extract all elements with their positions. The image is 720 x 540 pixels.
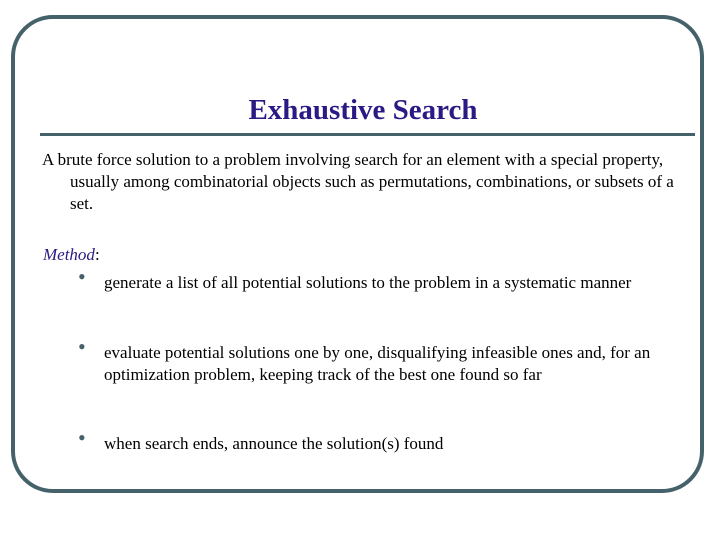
method-colon: :: [94, 245, 100, 264]
title-divider: [40, 133, 695, 136]
bullet-marker: •: [78, 264, 86, 289]
bullet-text: evaluate potential solutions one by one, disqualifying infeasible ones and, for an optimization problem, keeping track of the best one found so far: [104, 343, 651, 384]
bullet-text: when search ends, announce the solution(s) found: [104, 434, 444, 453]
slide-title: Exhaustive Search: [248, 94, 478, 126]
bullet-text: generate a list of all potential solutions to the problem in a systematic manner: [104, 273, 632, 292]
method-heading: [43, 244, 100, 266]
method-label: Method: [43, 245, 95, 264]
bullet-marker: •: [78, 334, 86, 359]
intro-paragraph: A brute force solution to a problem involving search for an element with a special property, usually among combinatorial objects such as permutations, combinations, or subsets of a set.: [42, 150, 674, 213]
bullet-marker: •: [78, 425, 86, 450]
slide-frame: [11, 15, 704, 493]
